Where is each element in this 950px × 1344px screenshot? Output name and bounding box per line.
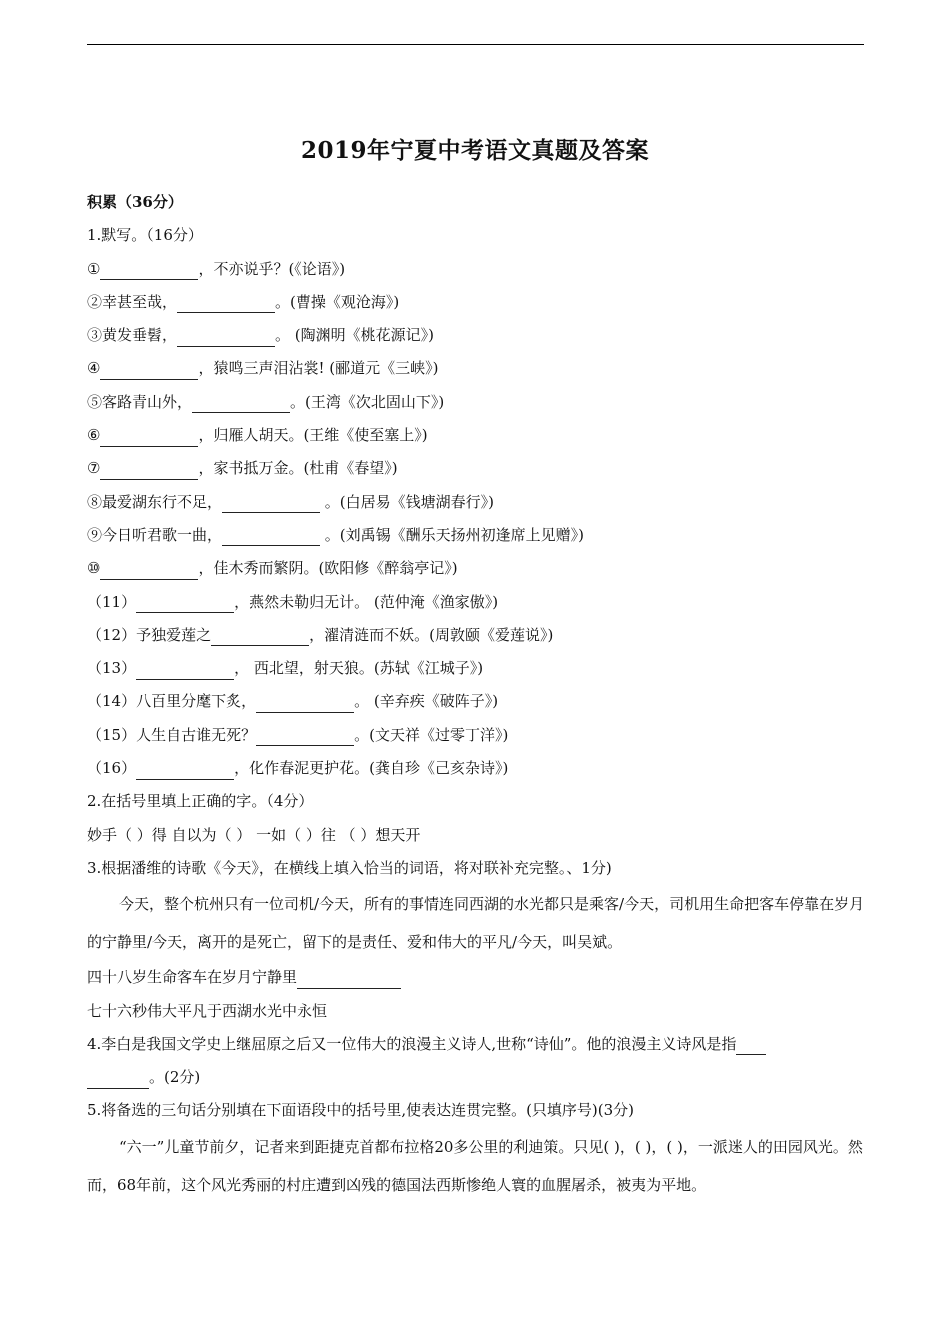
answer-blank[interactable] (297, 968, 401, 989)
couplet-line-1 (87, 961, 867, 994)
dictation-prefix: ②幸甚至哉， (87, 292, 178, 311)
answer-blank[interactable] (192, 392, 290, 413)
couplet-line-2: 七十六秒伟大平凡于西湖水光中永恒 (87, 1001, 328, 1020)
answer-blank[interactable] (222, 525, 320, 546)
answer-blank[interactable] (100, 559, 198, 580)
question-4-text: 4.李白是我国文学史上继屈原之后又一位伟大的浪漫主义诗人,世称“诗仙”。他的浪漫主义诗风是指 (87, 1034, 737, 1053)
dictation-prefix: ⑤客路青山外， (87, 392, 193, 411)
section-heading: 积累（36分） (87, 193, 183, 211)
dictation-item (87, 652, 867, 685)
answer-blank[interactable] (256, 725, 354, 746)
dictation-suffix: ，归雁人胡天。(王维《使至塞上》) (198, 426, 428, 445)
dictation-prefix: （14）八百里分麾下炙， (87, 692, 257, 711)
dictation-suffix: 。(王湾《次北固山下》) (290, 392, 445, 411)
dictation-prefix: ⑨今日听君歌一曲， (87, 525, 223, 544)
question-3-heading: 3.根据潘维的诗歌《今天》，在横线上填入恰当的词语，将对联补充完整。、1分) (87, 858, 612, 877)
answer-blank[interactable] (100, 426, 198, 447)
answer-blank[interactable] (100, 259, 198, 280)
question-5-passage-text: “六一”儿童节前夕，记者来到距捷克首都布拉格20多公里的利迪策。只见( )，( )，( )，一派迷人的田园风光。然而，68年前，这个风光秀丽的村庄遭到凶残的德国法西斯惨绝人寰的血腥屠杀，被夷为平地。 (87, 1137, 863, 1194)
dictation-suffix: ，佳木秀而繁阴。(欧阳修《醉翁亭记》) (198, 559, 458, 578)
dictation-prefix: ⑧最爱湖东行不足， (87, 492, 223, 511)
dictation-suffix: ， 西北望，射天狼。(苏轼《江城子》) (234, 659, 484, 678)
dictation-item (87, 253, 867, 286)
dictation-item (87, 752, 867, 785)
dictation-item (87, 319, 867, 352)
dictation-suffix: ，家书抵万金。(杜甫《春望》) (198, 459, 398, 478)
dictation-suffix: ，猿鸣三声泪沾裳! (郦道元《三峡》) (198, 359, 439, 378)
dictation-prefix: ⑩ (87, 559, 101, 578)
answer-blank[interactable] (136, 759, 234, 780)
dictation-suffix: 。 (陶渊明《桃花源记》) (275, 326, 434, 345)
question-5-passage (87, 1128, 867, 1204)
dictation-prefix: （12）予独爱莲之 (87, 625, 212, 644)
dictation-suffix: 。(白居易《钱塘湖春行》) (320, 492, 494, 511)
dictation-item (87, 519, 867, 552)
dictation-suffix: ，化作春泥更护花。(龚自珍《己亥杂诗》) (234, 759, 509, 778)
dictation-item (87, 352, 867, 385)
dictation-prefix: ③黄发垂髫， (87, 326, 178, 345)
question-5-heading: 5.将备选的三句话分别填在下面语段中的括号里,使表达连贯完整。(只填序号)(3分) (87, 1101, 635, 1120)
dictation-suffix: ，燕然未勒归无计。 (范仲淹《渔家傲》) (234, 592, 499, 611)
question-2-heading: 2.在括号里填上正确的字。（4分） (87, 792, 314, 811)
dictation-suffix: ，濯清涟而不妖。(周敦颐《爱莲说》) (309, 625, 554, 644)
question-4-points: 。(2分) (149, 1068, 201, 1087)
document-body (87, 186, 867, 1204)
question-1-items (87, 253, 867, 786)
dictation-prefix: ① (87, 259, 101, 278)
answer-blank[interactable] (177, 326, 275, 347)
dictation-prefix: （16） (87, 759, 137, 778)
dictation-prefix: ④ (87, 359, 101, 378)
answer-blank[interactable] (177, 292, 275, 313)
dictation-item (87, 286, 867, 319)
question-3-poem-text: 今天，整个杭州只有一位司机/今天，所有的事情连同西湖的水光都只是乘客/今天，司机用生命把客车停靠在岁月的宁静里/今天，离开的是死亡，留下的是责任、爱和伟大的平凡/今天，叫吴斌。 (87, 895, 865, 952)
dictation-prefix: （15）人生自古谁无死？ (87, 725, 257, 744)
answer-blank[interactable] (100, 359, 198, 380)
dictation-suffix: ，不亦说乎？(《论语》) (198, 259, 346, 278)
answer-blank[interactable] (87, 1068, 149, 1089)
page-title: 2019年宁夏中考语文真题及答案 (300, 137, 649, 164)
question-3-poem (87, 885, 867, 961)
header-rule (87, 44, 864, 45)
dictation-prefix: （11） (87, 592, 137, 611)
dictation-item (87, 452, 867, 485)
question-4-cont (87, 1061, 867, 1094)
dictation-item (87, 586, 867, 619)
dictation-item (87, 386, 867, 419)
question-4 (87, 1028, 867, 1061)
dictation-suffix: 。(文天祥《过零丁洋》) (354, 725, 509, 744)
dictation-prefix: ⑦ (87, 459, 101, 478)
dictation-prefix: （13） (87, 659, 137, 678)
dictation-prefix: ⑥ (87, 426, 101, 445)
couplet-line-1-text: 四十八岁生命客车在岁月宁静里 (87, 968, 298, 987)
dictation-suffix: 。(曹操《观沧海》) (275, 292, 400, 311)
dictation-suffix: 。(刘禹锡《酬乐天扬州初逢席上见赠》) (320, 525, 584, 544)
answer-blank[interactable] (100, 459, 198, 480)
answer-blank[interactable] (136, 592, 234, 613)
dictation-item (87, 619, 867, 652)
answer-blank[interactable] (736, 1034, 766, 1055)
answer-blank[interactable] (211, 625, 309, 646)
answer-blank[interactable] (256, 692, 354, 713)
answer-blank[interactable] (136, 659, 234, 680)
dictation-suffix: 。 (辛弃疾《破阵子》) (354, 692, 499, 711)
dictation-item (87, 486, 867, 519)
dictation-item (87, 552, 867, 585)
question-2-line: 妙手（ ）得 自以为（ ） 一如（ ）往 （ ）想天开 (87, 825, 421, 844)
answer-blank[interactable] (222, 492, 320, 513)
question-1-heading: 1.默写。（16分） (87, 226, 203, 245)
dictation-item (87, 719, 867, 752)
dictation-item (87, 419, 867, 452)
dictation-item (87, 685, 867, 718)
